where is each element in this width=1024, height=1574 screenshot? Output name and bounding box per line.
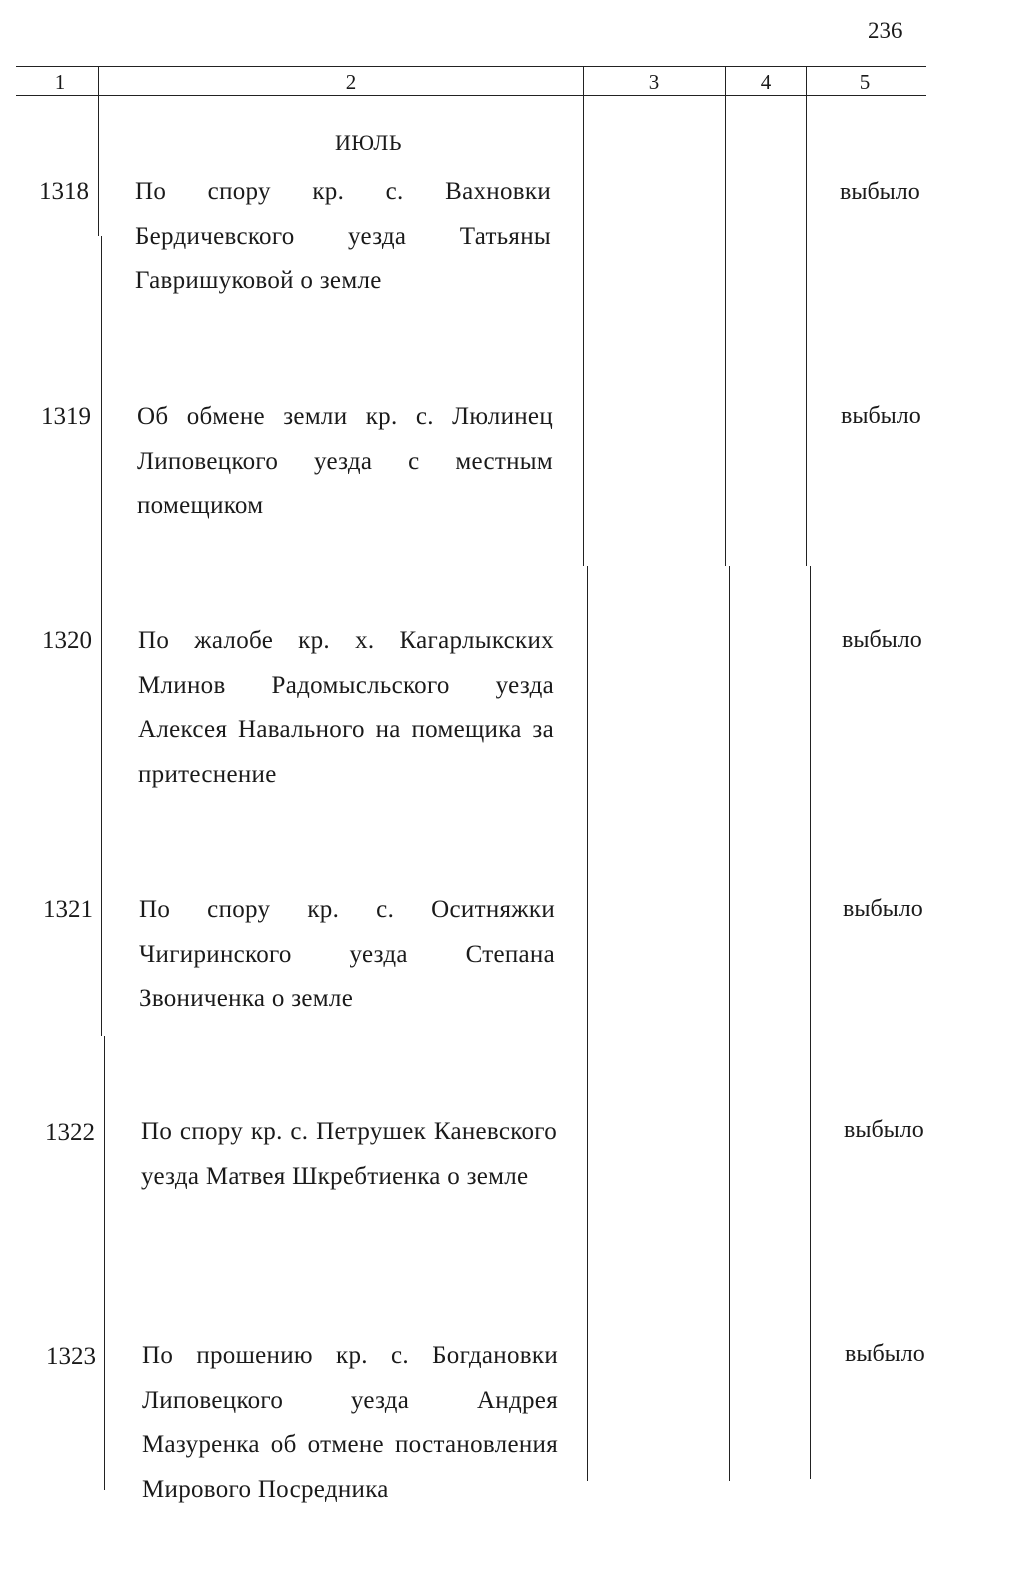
column-divider-2-3 [583, 66, 584, 566]
column-divider-2-3 [587, 566, 588, 1481]
table-header-rule [16, 95, 926, 96]
entry-status: выбыло [841, 403, 921, 429]
column-divider-4-5 [806, 66, 807, 566]
entry-number: 1320 [42, 627, 92, 654]
entry-description: По прошению кр. с. Богдановки Липовецкого уезда Андрея Мазуренка об отмене постановления Мирового Посредника [142, 1342, 558, 1503]
entry-number: 1319 [41, 403, 91, 430]
entry-description: Об обмене земли кр. с. Люлинец Липовецкого уезда с местным помещиком [137, 403, 553, 520]
column-divider-3-4 [729, 566, 730, 1481]
column-divider-1-2 [98, 66, 99, 236]
entry-description: По спору кр. с. Вахновки Бердичевского уезда Татьяны Гавришуковой о земле [135, 178, 551, 295]
column-header-4: 4 [760, 70, 772, 94]
entry-description: По спору кр. с. Петрушек Каневского уезда Матвея Шкребтиенка о земле [141, 1118, 557, 1190]
entry-number: 1323 [46, 1343, 96, 1370]
entry-status: выбыло [840, 179, 920, 205]
column-header-1: 1 [54, 70, 66, 94]
entry-number: 1318 [39, 178, 89, 205]
entry-description: По жалобе кр. х. Кагарлыкских Млинов Радомысльского уезда Алексея Навального на помещика за притеснение [138, 627, 554, 788]
entry-status: выбыло [845, 1341, 925, 1367]
column-header-3: 3 [648, 70, 660, 94]
column-divider-3-4 [725, 66, 726, 566]
column-divider-1-2 [101, 236, 102, 1036]
column-divider-1-2 [104, 1036, 105, 1490]
column-header-2: 2 [345, 70, 357, 94]
entry-status: выбыло [842, 627, 922, 653]
column-header-5: 5 [859, 70, 871, 94]
entry-description: По спору кр. с. Оситняжки Чигиринского уезда Степана Звониченка о земле [139, 896, 555, 1013]
section-heading: ИЮЛЬ [335, 130, 402, 155]
entry-status: выбыло [843, 896, 923, 922]
entry-number: 1321 [43, 896, 93, 923]
column-divider-4-5 [810, 566, 811, 1479]
table-top-rule [16, 66, 926, 67]
page-number: 236 [868, 18, 903, 43]
entry-number: 1322 [45, 1119, 95, 1146]
entry-status: выбыло [844, 1117, 924, 1143]
